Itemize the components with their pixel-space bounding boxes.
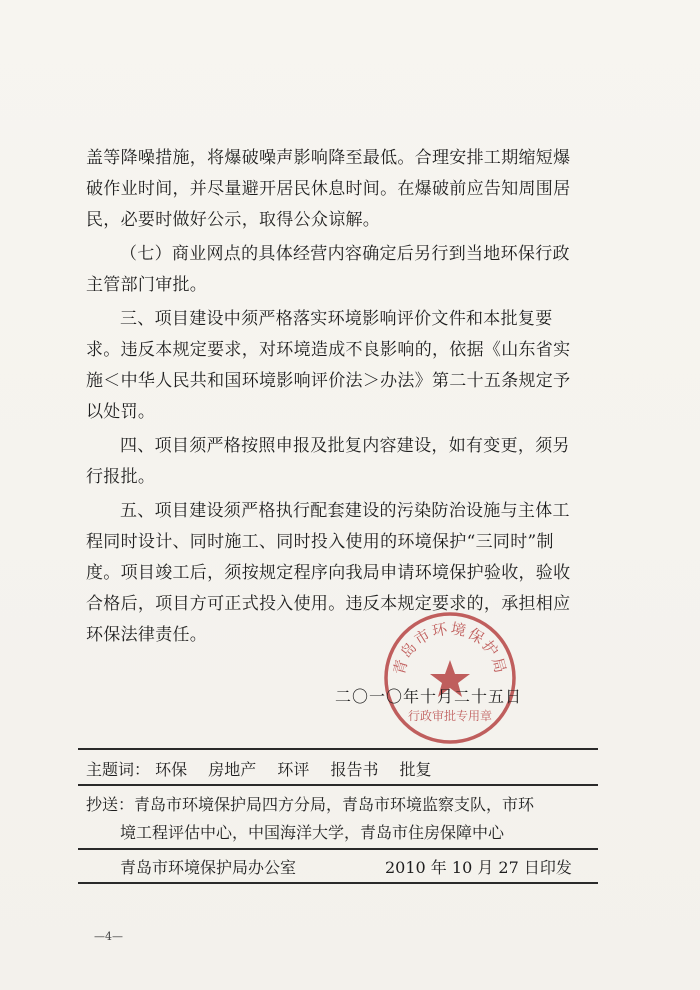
text-line: 合格后，项目方可正式投入使用。违反本规定要求的，承担相应 — [86, 594, 571, 614]
text-line: 以处罚。 — [86, 402, 156, 422]
text-line: 民，必要时做好公示，取得公众谅解。 — [86, 210, 381, 230]
text-line: 五、项目建设须严格执行配套建设的污染防治设施与主体工 — [120, 501, 570, 521]
text-line: 施＜中华人民共和国环境影响评价法＞办法》第二十五条规定予 — [86, 371, 571, 391]
paragraph-blasting-noise — [86, 143, 606, 236]
divider-keywords — [78, 784, 598, 786]
divider-bottom — [78, 882, 598, 884]
keyword-item: 报告书 — [330, 760, 379, 779]
text-line: 环保法律责任。 — [86, 625, 208, 645]
document-body — [86, 143, 606, 654]
seal-top-text: 青岛市环境保护局 — [389, 619, 511, 677]
paragraph-item-seven — [86, 239, 606, 301]
text-line: 程同时设计、同时施工、同时投入使用的环境保护“三同时”制 — [86, 532, 554, 552]
text-line: 破作业时间，并尽量避开居民休息时间。在爆破前应告知周围居 — [86, 179, 571, 199]
text-line: 度。项目竣工后，须按规定程序向我局申请环境保护验收，验收 — [86, 563, 571, 583]
keyword-item: 环保 — [155, 760, 188, 779]
paragraph-item-three — [86, 304, 606, 428]
text-line: 三、项目建设中须严格落实环境影响评价文件和本批复要 — [120, 309, 553, 329]
keyword-item: 环评 — [277, 760, 310, 779]
signature-date: 二〇一〇年十月二十五日 — [335, 687, 523, 706]
paragraph-item-five — [86, 496, 606, 651]
text-line: 四、项目须严格按照申报及批复内容建设，如有变更，须另 — [120, 436, 570, 456]
subject-keywords — [86, 757, 448, 780]
official-seal-stamp — [380, 608, 520, 748]
issue-date: 2010 年 10 月 27 日印发 — [385, 858, 572, 877]
paragraph-item-four — [86, 431, 606, 493]
keyword-item: 房地产 — [208, 760, 257, 779]
divider-cc — [78, 848, 598, 850]
page-number: —4— — [94, 930, 123, 943]
issuing-office: 青岛市环境保护局办公室 — [120, 858, 297, 877]
keywords-label: 主题词： — [86, 760, 151, 779]
text-line: 求。违反本规定要求，对环境造成不良影响的，依据《山东省实 — [86, 340, 571, 360]
text-line: 行报批。 — [86, 467, 156, 487]
seal-bottom-text: 行政审批专用章 — [407, 709, 493, 723]
cc-line-2: 境工程评估中心，中国海洋大学，青岛市住房保障中心 — [120, 823, 505, 842]
text-line: 主管部门审批。 — [86, 275, 208, 295]
divider-top — [78, 748, 598, 750]
cc-line-1: 抄送：青岛市环境保护局四方分局，青岛市环境监察支队，市环 — [86, 795, 535, 814]
keyword-item: 批复 — [399, 760, 432, 779]
text-line: 盖等降噪措施，将爆破噪声影响降至最低。合理安排工期缩短爆 — [86, 148, 571, 168]
text-line: （七）商业网点的具体经营内容确定后另行到当地环保行政 — [120, 244, 570, 264]
